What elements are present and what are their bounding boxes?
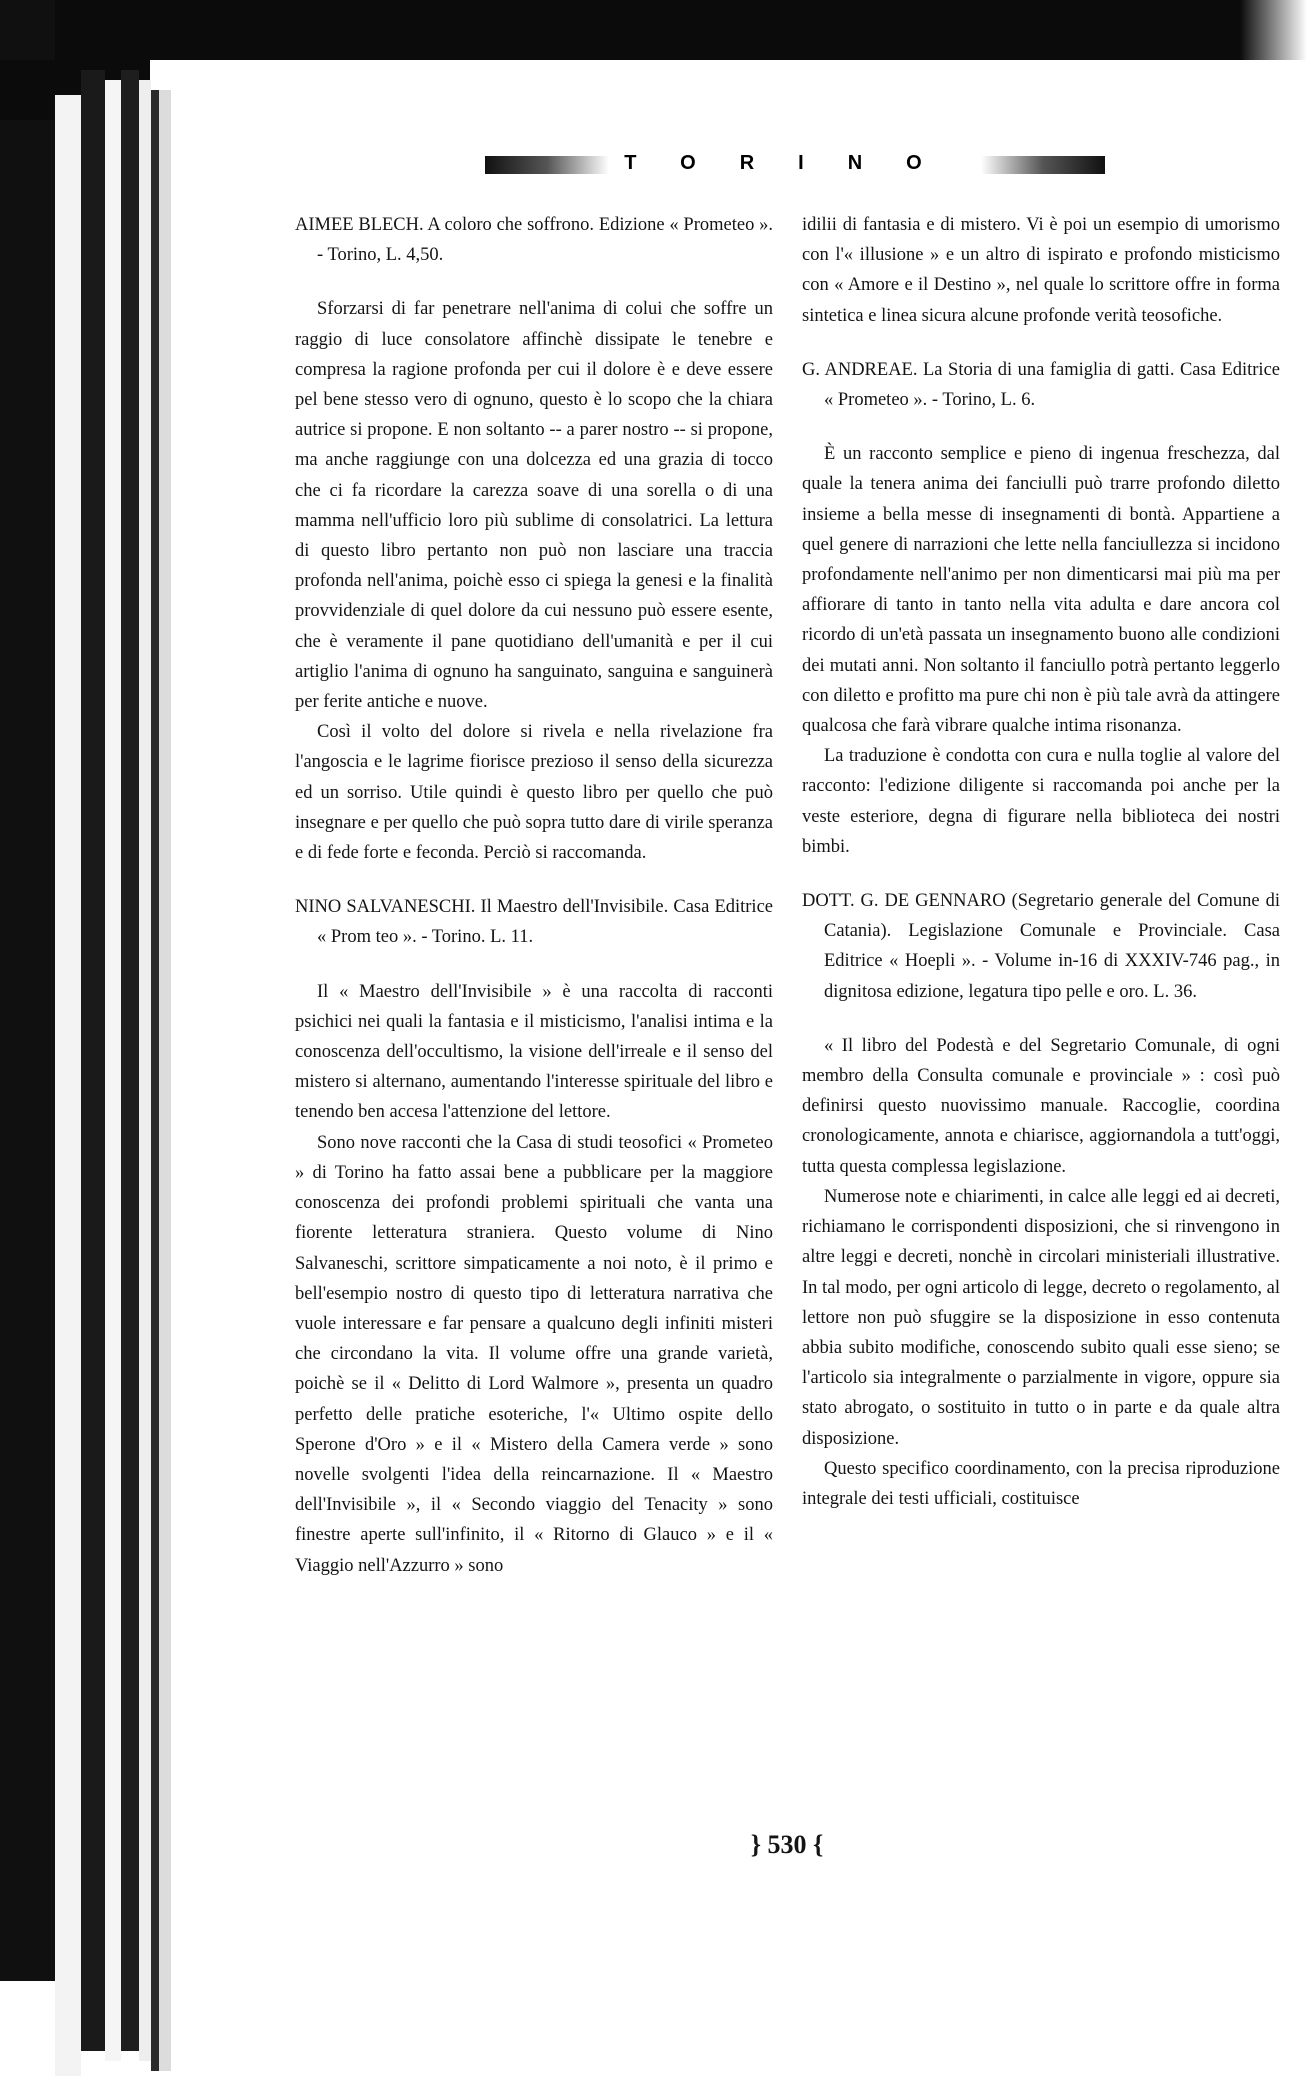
book-edge-stripe [121, 70, 139, 2051]
scan-top-band [0, 0, 1307, 60]
book-edge-stripe [81, 70, 105, 2051]
review-paragraph: idilii di fantasia e di mistero. Vi è poi un esempio di umorismo con l'« illusione » e un altro di ispirato e profondo misticismo con « Amore e il Destino », nel quale lo scrittore offre in forma sintetica e linea sicura alcune profonde verità teosofiche. [802, 215, 1280, 326]
right-column [802, 210, 1280, 1514]
book-edge-stripe [55, 95, 81, 2076]
review-paragraph: È un racconto semplice e pieno di ingenua freschezza, dal quale la tenera anima dei fanciulli può trarre profondo diletto insieme a bella messe di insegnamenti di bontà. Appartiene a quel genere di narrazioni che lette nella fanciullezza si incidono profondamente nell'animo per non dimenticarsi mai più ma per affiorare di tanto in tanto nella vita adulta e dare ancora col ricordo di un'età passata un insegnamento buono alle condizioni dei mutati anni. Non soltanto il fanciullo potrà pertanto leggerlo con diletto e profitto ma pure chi non è più tale avrà da attingere qualcosa che farà vibrare qualche intima risonanza. [802, 444, 1280, 737]
running-header [485, 152, 1105, 178]
review-paragraph: Numerose note e chiarimenti, in calce alle leggi ed ai decreti, richiamano le corrispondenti disposizioni, che si rinvengono in altre leggi e decreti, nonchè in circolari ministeriali illustrative. In tal modo, per ogni articolo di legge, decreto o regolamento, al lettore non può sfuggire se la disposizione in esso contenuta abbia subito modifiche, conoscendo subito quali esse sieno; se l'articolo sia integralmente o parzialmente in vigore, oppure sia stato abrogato, o sostituito in tutto o in parte e da quale altra disposizione. [802, 1186, 1280, 1449]
page-number-value: 530 [767, 1830, 807, 1859]
review-paragraph: Sforzarsi di far penetrare nell'anima di colui che soffre un raggio di luce consolatore affinchè dissipate le tenebre e compresa la ragione profonda per cui il dolore è e deve essere pel bene stesso vero di ognuno, questo è lo scopo che la chiara autrice si propone. E non soltanto -- a parer nostro -- si propone, ma anche raggiunge con una dolcezza ed una grazia di tocco che ci fa ricordare la carezza soave di una sorella o di una mamma nell'ufficio loro più sublime di consolatrici. La lettura di questo libro pertanto non può non lasciare una traccia profonda nell'anima, poichè esso ci spiega la genesi e la finalità provvidenziale di quel dolore da cui nessuno può essere esente, che è veramente il pane quotidiano dell'umanità e per il cui artiglio l'anima di ognuno ha sanguinato, sanguina e sanguinerà per ferite antiche e nuove. [295, 299, 773, 713]
review-paragraph: « Il libro del Podestà e del Segretario Comunale, di ogni membro della Consulta comunale e provinciale » : così può definirsi questo nuovissimo manuale. Raccoglie, coordina cronologicamente, annota e chiarisce, aggiornandola a tutt'oggi, tutta questa complessa legislazione. [802, 1035, 1280, 1177]
book-edge-stripe [139, 80, 151, 2061]
review-paragraph: Il « Maestro dell'Invisibile » è una raccolta di racconti psichici nei quali la fantasia e il misticismo, l'analisi intima e la conoscenza dell'occultismo, la visione dell'irreale e il senso del mistero si alternano, aumentando l'interesse spirituale del libro e tenendo ben accesa l'attenzione del lettore. [295, 981, 773, 1123]
review-heading: NINO SALVANESCHI. Il Maestro dell'Invisibile. Casa Editrice « Prom teo ». - Torino. L. 11. [295, 897, 773, 948]
right-brace-ornament: { [813, 1830, 824, 1859]
review-heading: DOTT. G. DE GENNARO (Segretario generale del Comune di Catania). Legislazione Comunale e Provinciale. Casa Editrice « Hoepli ». - Volume in-16 di XXXIV-746 pag., in dignitosa edizione, legatura tipo pelle e oro. L. 36. [802, 891, 1280, 1002]
review-paragraph: La traduzione è condotta con cura e nulla toglie al valore del racconto: l'edizione diligente si raccomanda poi anche per la veste esteriore, degna di figurare nella biblioteca dei nostri bimbi. [802, 746, 1280, 857]
left-column [295, 210, 773, 1581]
review-heading: AIMEE BLECH. A coloro che soffrono. Edizione « Prometeo ». - Torino, L. 4,50. [295, 215, 773, 266]
review-paragraph: Sono nove racconti che la Casa di studi teosofici « Prometeo » di Torino ha fatto assai bene a pubblicare per la maggiore conoscenza dei profondi problemi spirituali che vanta una fiorente letteratura straniera. Questo volume di Nino Salvaneschi, scrittore simpaticamente a noi noto, è il primo e bell'esempio nostro di questo tipo di letteratura narrativa che vuole interessare e far pensare a qualcuno degli infiniti misteri che circondano la vita. Il volume offre una grande varietà, poichè se il « Delitto di Lord Walmore », presenta un quadro perfetto delle pratiche esoteriche, l'« Ultimo ospite dello Sperone d'Oro » e il « Mistero della Camera verde » sono novelle svolgenti l'idea della reincarnazione. Il « Maestro dell'Invisibile », il « Secondo viaggio del Tenacity » sono finestre aperte sull'infinito, il « Ritorno di Glauco » e il « Viaggio nell'Azzurro » sono [295, 1132, 773, 1576]
left-brace-ornament: } [750, 1830, 761, 1859]
page-number [712, 1830, 862, 1860]
review-heading: G. ANDREAE. La Storia di una famiglia di gatti. Casa Editrice « Prometeo ». - Torino, L. 6. [802, 359, 1280, 411]
scan-top-band-fade [1240, 0, 1307, 60]
review-paragraph: Questo specifico coordinamento, con la precisa riproduzione integrale dei testi ufficiali, costituisce [802, 1458, 1280, 1509]
book-edge-stripe [105, 80, 121, 2061]
book-edge-stripe [151, 90, 159, 2071]
header-title: TORINO [624, 152, 966, 174]
book-edge-shadow [0, 0, 55, 1981]
book-edge-stripe [159, 90, 171, 2071]
review-paragraph: Così il volto del dolore si rivela e nella rivelazione fra l'angoscia e le lagrime fiorisce prezioso il senso della sicurezza ed un sorriso. Utile quindi è questo libro per quello che può insegnare e per quello che può sopra tutto dare di virile speranza e di fede forte e feconda. Perciò si raccomanda. [295, 722, 773, 864]
